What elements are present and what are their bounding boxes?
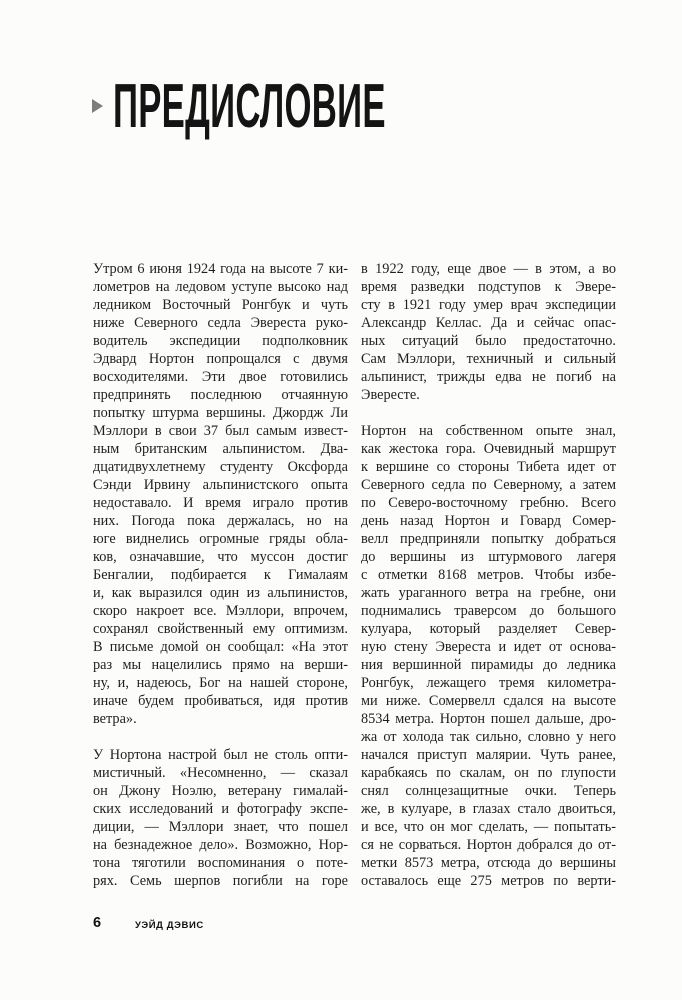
text-line: ских исследований и фотографу экспе- [93, 801, 348, 817]
text-line: на безнадежное дело». Возможно, Нор- [93, 837, 348, 853]
text-line: метки 8573 метра, отсюда до вершины [361, 855, 616, 871]
text-line: тона тяготили воспоминания о поте- [93, 855, 348, 871]
text-line: Мэллори в свои 37 был самым извест- [93, 423, 348, 439]
text-line: скоро накроет все. Мэллори, впрочем, [93, 603, 348, 619]
paragraph [361, 260, 616, 404]
text-line: же, в кулуаре, в глазах стало двоиться, [361, 801, 616, 817]
text-line: Бенгалии, подбирается к Гималаям [93, 567, 348, 583]
text-line: до вершины из штурмового лагеря [361, 549, 616, 565]
text-line: кулуара, который разделяет Север- [361, 621, 616, 637]
text-line: Ронгбук, лежащего тремя километра- [361, 675, 616, 691]
running-footer-title: УЭЙД ДЭВИС [135, 920, 204, 931]
text-line: раз мы нацелились прямо на верши- [93, 657, 348, 673]
text-line: дцатидвухлетнему студенту Оксфорда [93, 459, 348, 475]
text-line: ниже Северного седла Эвереста руко- [93, 315, 348, 331]
text-line: юге виднелись огромные гряды обла- [93, 531, 348, 547]
text-line: жа от холода так сильно, словно у него [361, 729, 616, 745]
text-line: В письме домой он сообщал: «На этот [93, 639, 348, 655]
text-line: иначе будем пробиваться, идя против [93, 693, 348, 709]
text-line: поднимались траверсом до большого [361, 603, 616, 619]
text-line: по Северо-восточному гребню. Всего [361, 495, 616, 511]
paragraph [93, 746, 348, 890]
text-column-left [93, 260, 348, 890]
text-line: карабкаясь по скалам, он по глупости [361, 765, 616, 781]
text-line: Утром 6 июня 1924 года на высоте 7 ки- [93, 261, 348, 277]
text-line: ся не сорваться. Нортон добрался до от- [361, 837, 616, 853]
text-line: снял солнцезащитные очки. Теперь [361, 783, 616, 799]
text-line: недоставало. И время играло против [93, 495, 348, 511]
text-line: ков, означавшие, что муссон достиг [93, 549, 348, 565]
text-column-right [361, 260, 616, 890]
text-line: и все, что он мог сделать, — попытать- [361, 819, 616, 835]
text-line: водитель экспедиции подполковник [93, 333, 348, 349]
text-line: Нортон на собственном опыте знал, [361, 423, 616, 439]
text-line: 8534 метра. Нортон пошел дальше, дро- [361, 711, 616, 727]
text-line: ми ниже. Сомервелл сдался на высоте [361, 693, 616, 709]
text-line: с отметки 8168 метров. Чтобы избе- [361, 567, 616, 583]
text-line: ных ситуаций было предостаточно. [361, 333, 616, 349]
text-line: ветра». [93, 711, 137, 727]
text-line: в 1922 году, еще двое — в этом, а во [361, 261, 616, 277]
text-line: предпринять последнюю отчаянную [93, 387, 348, 403]
text-line: ную стену Эвереста и идет от основа- [361, 639, 616, 655]
text-line: оставалось еще 275 метров по верти- [361, 873, 616, 889]
section-marker-triangle-icon [92, 99, 103, 113]
text-line: начался приступ малярии. Чуть ранее, [361, 747, 616, 763]
text-line: ния вершинной пирамиды до ледника [361, 657, 616, 673]
text-line: день назад Нортон и Говард Сомер- [361, 513, 616, 529]
text-columns [93, 260, 616, 890]
text-line: ным британским альпинистом. Два- [93, 441, 348, 457]
text-line: Эдвард Нортон попрощался с двумя [93, 351, 348, 367]
text-line: сохранял свойственный ему оптимизм. [93, 621, 348, 637]
text-line: он Джону Ноэлю, ветерану гималай- [93, 783, 348, 799]
text-line: жать ураганного ветра на гребне, они [361, 585, 616, 601]
text-line: сту в 1921 году умер врач экспедиции [361, 297, 616, 313]
text-line: них. Погода пока держалась, но на [93, 513, 348, 529]
text-line: к вершине со стороны Тибета идет от [361, 459, 616, 475]
text-line: ледником Восточный Ронгбук и чуть [93, 297, 348, 313]
chapter-title: ПРЕДИСЛОВИЕ [113, 72, 386, 141]
paragraph [93, 260, 348, 728]
paragraph [361, 422, 616, 890]
text-line: восходителями. Эти двое готовились [93, 369, 348, 385]
text-line: как жестока гора. Очевидный маршрут [361, 441, 616, 457]
text-line: рях. Семь шерпов погибли на горе [93, 873, 348, 889]
text-line: велл предприняли попытку добраться [361, 531, 616, 547]
text-line: диции, — Мэллори знает, что пошел [93, 819, 348, 835]
text-line: альпинист, трижды едва не погиб на [361, 369, 616, 385]
text-line: Александр Келлас. Да и сейчас опас- [361, 315, 616, 331]
text-line: Сэнди Ирвину альпинистского опыта [93, 477, 348, 493]
text-line: попытку штурма вершины. Джордж Ли [93, 405, 348, 421]
text-line: Северного седла по Северному, а затем [361, 477, 616, 493]
text-line: лометров на ледовом уступе высоко над [93, 279, 348, 295]
text-line: Эвересте. [361, 387, 420, 403]
text-line: У Нортона настрой был не столь опти- [93, 747, 348, 763]
page-number: 6 [93, 915, 102, 931]
text-line: и, как выразился один из альпинистов, [93, 585, 348, 601]
text-line: ну, и, надеюсь, Бог на нашей стороне, [93, 675, 348, 691]
text-line: мистичный. «Несомненно, — сказал [93, 765, 348, 781]
text-line: Сам Мэллори, техничный и сильный [361, 351, 616, 367]
text-line: время разведки подступов к Эвере- [361, 279, 616, 295]
